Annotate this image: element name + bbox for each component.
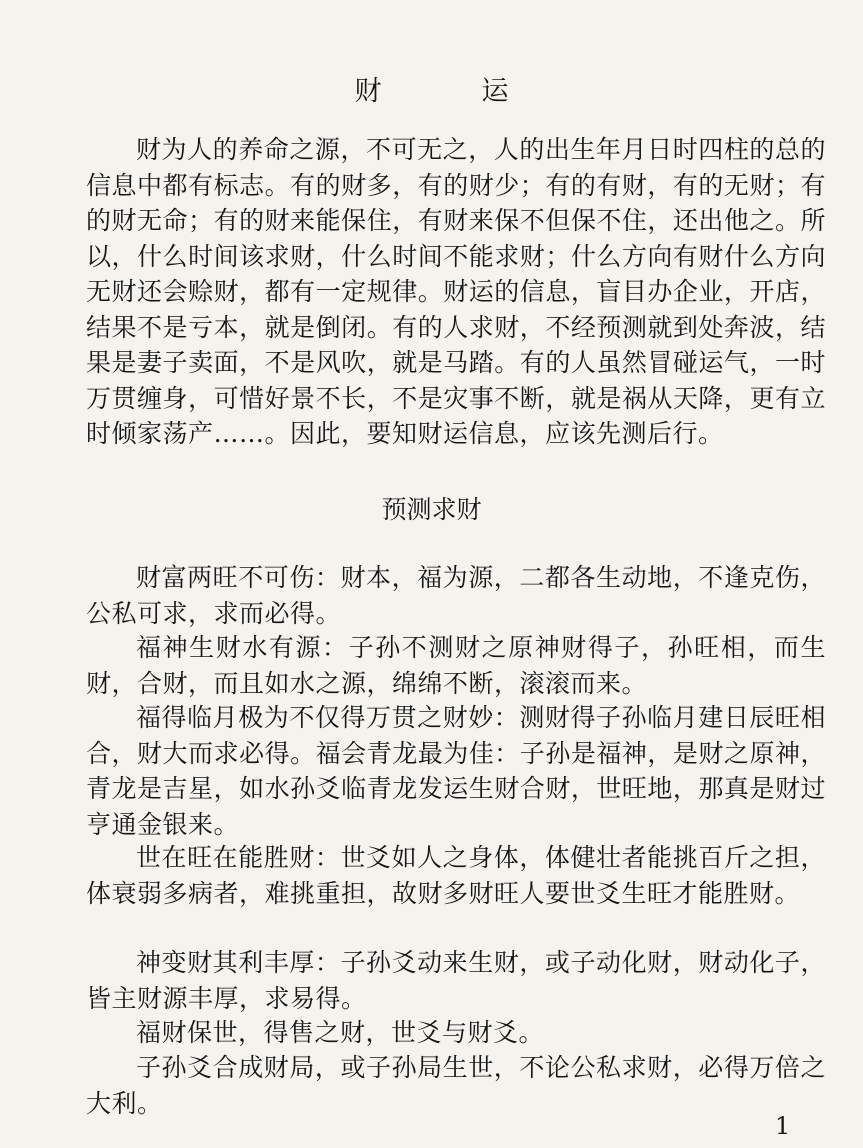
paragraph-4: 世在旺在能胜财：世爻如人之身体，体健壮者能挑百斤之担，体衰弱多病者，难挑重担，故财多财旺人要世爻生旺才能胜财。 <box>86 843 826 908</box>
page-number: 1 <box>775 1112 791 1140</box>
section-heading: 预测求财 <box>381 495 482 524</box>
paragraph-7: 子孙爻合成财局，或子孙局生世，不论公私求财，必得万倍之大利。 <box>86 1053 826 1118</box>
intro-paragraph: 财为人的养命之源，不可无之，人的出生年月日时四柱的总的信息中都有标志。有的财多，有的财少；有的有财，有的无财；有的财无命；有的财来能保住，有财来保不但保不住，还出他之。所以，什么时间该求财，什么时间不能求财；什么方向有财什么方向无财还会赊财，都有一定规律。财运的信息，盲目办企业，开店，结果不是亏本，就是倒闭。有的人求财，不经预测就到处奔波，结果是妻子卖面，不是风吹，就是马踏。有的人虽然冒碰运气，一时万贯缠身，可惜好景不长，不是灾事不断，就是祸从天降，更有立时倾家荡产……。因此，要知财运信息，应该先测后行。 <box>86 135 826 448</box>
page-title: 财运 <box>354 76 609 107</box>
paragraph-2: 福神生财水有源：子孙不测财之原神财得子，孙旺相，而生财，合财，而且如水之源，绵绵不断，滚滚而来。 <box>86 633 826 698</box>
paragraph-3: 福得临月极为不仅得万贯之财妙：测财得子孙临月建日辰旺相合，财大而求必得。福会青龙最为佳：子孙是福神，是财之原神，青龙是吉星，如水孙爻临青龙发运生财合财，世旺地，那真是财过亨通金银来。 <box>86 703 826 839</box>
paragraph-5: 神变财其利丰厚：子孙爻动来生财，或子动化财，财动化子，皆主财源丰厚，求易得。 <box>86 948 826 1013</box>
paragraph-1: 财富两旺不可伤：财本，福为源，二都各生动地，不逢克伤，公私可求，求而必得。 <box>86 563 826 628</box>
paragraph-6: 福财保世，得售之财，世爻与财爻。 <box>136 1018 545 1047</box>
